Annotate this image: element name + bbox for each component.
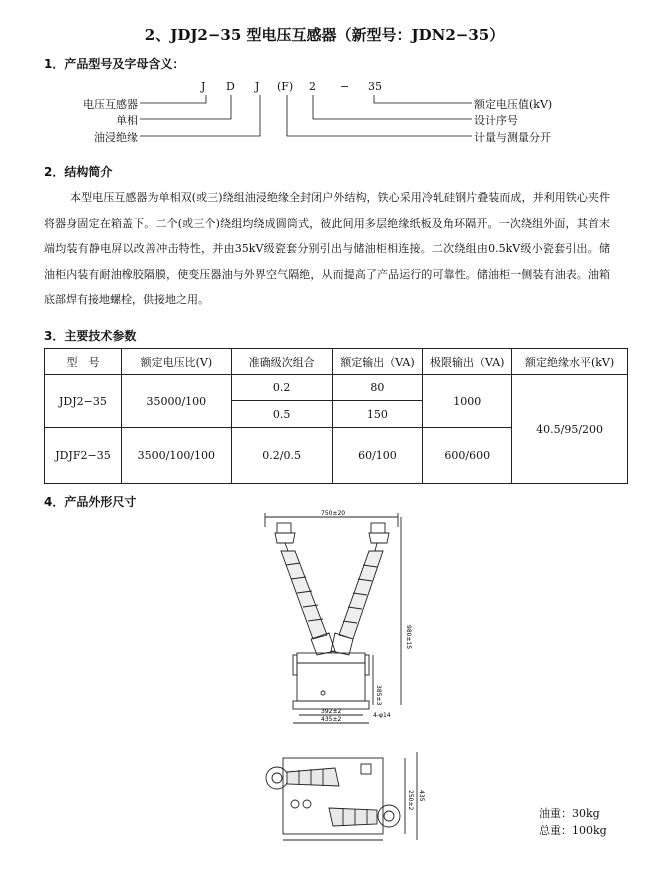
cell-model-jdj2: JDJ2−35: [45, 375, 122, 428]
structure-paragraph: 本型电压互感器为单相双(或三)绕组油浸绝缘全封闭户外结构，铁心采用冷轧硅钢片叠装而成，并利用铁心夹件将器身固定在箱盖下。二个(或三个)绕组均绕成圆筒式，彼此间用多层绝缘纸板及角环隔开。一次绕组外面，其首末端均装有静电屏以改善冲击特性，并由35kV级瓷套分别引出与储油柜相连接。二次绕组由0.5kV级小瓷套引出。储油柜内装有耐油橡胶隔膜，使变压器油与外界空气隔绝，从而提高了产品运行的可靠性。储油柜一侧装有油表。油箱底部焊有接地螺栓，供接地之用。: [44, 191, 610, 306]
model-letter-d: D: [226, 80, 235, 93]
cell-accuracy-jdj2-2: 0.5: [231, 401, 332, 428]
dim-base-outer: 435±2: [321, 716, 342, 723]
dim-height: 980±15: [405, 625, 412, 650]
model-letter-j1: J: [201, 80, 206, 93]
section1-heading: 1．产品型号及字母含义：: [44, 57, 185, 71]
cell-output-jdj2-2: 150: [332, 401, 423, 428]
header-voltage-ratio: 额定电压比(V): [121, 349, 231, 375]
spec-table: [44, 348, 628, 484]
model-designation-diagram: [0, 78, 649, 158]
label-rated-voltage: 额定电压值(kV): [474, 98, 553, 111]
label-design-number: 设计序号: [474, 114, 518, 127]
header-accuracy: 准确级次组合: [231, 349, 332, 375]
cell-output-jdj2-1: 80: [332, 375, 423, 401]
model-letter-2: 2: [309, 80, 316, 93]
header-rated-output: 额定输出（VA): [332, 349, 423, 375]
section3-heading: 3．主要技术参数: [44, 329, 137, 343]
model-letter-j2: J: [255, 80, 260, 93]
total-weight: 总重：100kg: [539, 824, 607, 837]
cell-model-jdjf2: JDJF2−35: [45, 428, 122, 484]
dim-side-inner: 250±2: [407, 790, 414, 811]
cell-accuracy-jdjf2: 0.2/0.5: [231, 428, 332, 484]
model-letter-35: 35: [368, 80, 382, 93]
cell-accuracy-jdj2-1: 0.2: [231, 375, 332, 401]
dim-box-height: 385±3: [375, 685, 382, 706]
label-voltage-transformer: 电压互感器: [83, 98, 138, 111]
model-letter-f: (F): [277, 80, 294, 93]
page-title: 2、JDJ2−35 型电压互感器（新型号：JDN2−35）: [144, 26, 505, 44]
header-model: 型 号: [45, 349, 122, 375]
dim-base-inner: 392±2: [321, 708, 342, 715]
cell-limit-jdj2: 1000: [423, 375, 512, 428]
cell-insulation: 40.5/95/200: [512, 375, 628, 484]
cell-output-jdjf2: 60/100: [332, 428, 423, 484]
cell-ratio-jdjf2: 3500/100/100: [121, 428, 231, 484]
section2-heading: 2．结构简介: [44, 165, 113, 179]
section4-heading: 4．产品外形尺寸: [44, 495, 137, 509]
dim-side-outer: 435: [418, 790, 425, 802]
model-letter-dash: −: [340, 80, 350, 93]
header-insulation: 额定绝缘水平(kV): [512, 349, 628, 375]
cell-ratio-jdj2: 35000/100: [121, 375, 231, 428]
label-single-phase: 单相: [116, 114, 138, 127]
cell-limit-jdjf2: 600/600: [423, 428, 512, 484]
label-oil-insulation: 油浸绝缘: [94, 131, 138, 144]
top-view-drawing: [255, 750, 425, 850]
label-metering-separated: 计量与测量分开: [474, 131, 551, 144]
dim-hole: 4-φ14: [373, 712, 391, 719]
front-view-drawing: [255, 505, 425, 730]
oil-weight: 油重：30kg: [539, 807, 600, 820]
header-limit-output: 极限输出（VA): [423, 349, 512, 375]
dim-top-width: 750±20: [321, 510, 346, 517]
